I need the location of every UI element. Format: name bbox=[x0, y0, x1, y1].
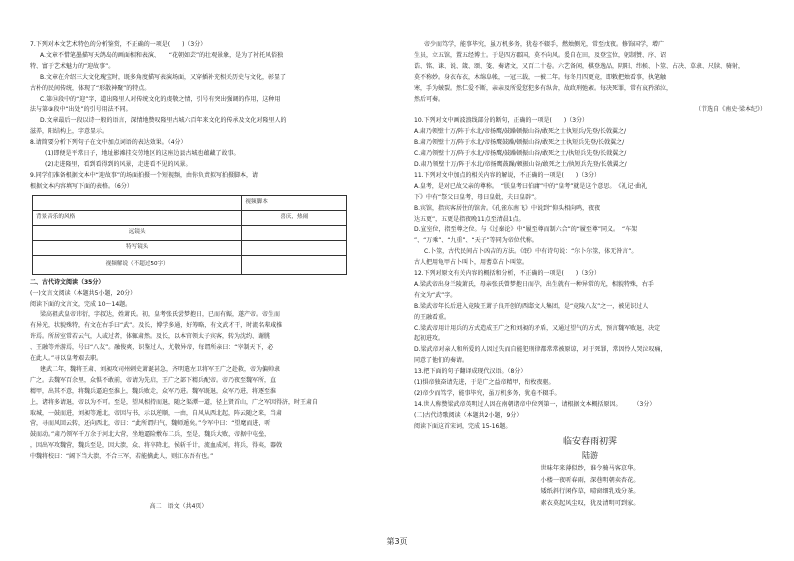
table-row-value bbox=[242, 240, 347, 255]
poem-line: 世味年来薄似纱，谁令骑马客京华。 bbox=[540, 465, 640, 473]
text-line: （节选自《南史·梁本纪》） bbox=[695, 106, 766, 114]
text-line: 7.下列对本文艺术特色的分析鉴赏，不正确的一项是( )（3分） bbox=[30, 41, 207, 48]
text-line: 中魏将校曰：“阔下当大溃，不合三军，若能擒此人，则江东吾有也。” bbox=[30, 453, 214, 461]
text-line: 寒，手为皴裂。然仁爱不断，亲亲及所爱愆犯多有纵舍，故政刑弛紊。每决死罪，常有哀矜涕泣， bbox=[414, 84, 673, 92]
table-row-label: 背景音乐的风格 bbox=[33, 210, 242, 225]
text-line: 诰、铭、诔、说、箴、颂、笺、奏诸文，又百二十卷。六艺备闲，棋登逸品，阴阳、纬候、卜筮、占决、草隶、尺牍、骑射， bbox=[414, 62, 745, 70]
text-line: 9.同学们准备根据文本中“迎故事”的场面拍摄一个短视频，由你负责拟写拍摄脚本，请 bbox=[30, 171, 258, 179]
text-line: 古人把用龟甲占卜叫卜，用蓍草占卜叫筮。 bbox=[414, 259, 529, 267]
table-row-value bbox=[242, 255, 347, 274]
text-line: 有文为“武”字。 bbox=[414, 291, 457, 299]
text-line: 起初进攻。 bbox=[414, 335, 445, 343]
text-line: ，因出军攻魏营，魏兵至是，因大溃，众、将卒降北，侯斩千计，流血成河，将兵，得夷，器戟 bbox=[30, 442, 283, 450]
table-row bbox=[33, 225, 347, 240]
text-line: 13.把下面的句子翻译成现代汉语。（8分） bbox=[414, 368, 527, 376]
text-line: 营，寻而风回云转，还向西北，帝曰：“此所谓归气，魏师遁矣。”令军中曰：“望麾而进，听 bbox=[30, 420, 271, 428]
text-line: (2)帝少而笃学，能事毕究，虽万机多务，犹卷不辍手。 bbox=[414, 390, 561, 397]
text-line: (一)文言文阅读（本题共5小题，20分） bbox=[30, 289, 137, 297]
text-line: 同意了他们的奏请。 bbox=[414, 357, 469, 365]
table-row bbox=[33, 210, 347, 225]
table-blank-header bbox=[33, 195, 242, 210]
text-line: D.文章最后一段以诗一般的语言，深情地赞叹隆里古城六百年来文化的传承及文化对隆里人的 bbox=[40, 117, 287, 125]
text-line: 的王融看重。 bbox=[414, 313, 451, 321]
text-line: 特、富于艺术魅力的“迎故事”。 bbox=[30, 62, 115, 70]
text-line: 上，诸将多请退，帝以为不可。至是，望风相持而退，随之渠潭一道，径上贤首山，广之军因得济，时王肃自 bbox=[30, 398, 319, 406]
text-line: B.文章在介绍三大文化瑰宝时，既多角度描写表演场面，又穿插补充相关历史与文化，彰显了 bbox=[40, 73, 287, 81]
text-line: 古朴的民间传统，体现了“形散神聚”的特点。 bbox=[30, 84, 151, 92]
text-line: (二)古代诗歌阅读（本题共2小题，9分） bbox=[414, 411, 523, 419]
text-line: C.梁武帝用计用兵的方式造成王广之和刘昶的矛盾，又通过望气的方式，预言魏军败退，决定 bbox=[414, 324, 661, 332]
table-row bbox=[33, 240, 347, 255]
video-script-table bbox=[32, 195, 347, 275]
right-column bbox=[414, 40, 766, 509]
text-line: D.宣室位，指至尊之位。与《过秦论》中“履至尊而制六合”的“履至尊”同义。 “车架 bbox=[414, 226, 638, 234]
poem-body bbox=[414, 463, 766, 509]
text-line: 然后可奏。 bbox=[414, 95, 445, 103]
text-line: (2)走进隆里，看到看得到的风景，走进看不见的风景。 bbox=[45, 160, 192, 168]
text-line: 12.下列对原文有关内容的概括和分析，不正确的一项是( )（3分） bbox=[414, 270, 601, 278]
text-line: (1)惧帝独奋请先进，于是广之益帝精甲，衔枚夜驱。 bbox=[414, 379, 555, 387]
text-line: D.肃乃领壁十万/阵于水北/帝扬鹰鼓躁/顿振山谷/敢死之士/执短兵先登/长戟翼之/ bbox=[414, 160, 627, 168]
table-row-value: 喜庆，热闹 bbox=[242, 210, 347, 225]
text-line: 根据文本内容填写下面的表格。（6分） bbox=[30, 182, 133, 190]
text-line: A.梁武帝出身兰陵萧氏，母亲张氏曾梦抱日而孕，出生就有一种异常的光，相貌特殊，右手 bbox=[414, 280, 654, 288]
text-line: B.梁武帝年长后进入竟陵王萧子良开创的西邸文人集团，是“竟陵八友”之一，被见识过人 bbox=[414, 302, 649, 310]
text-line: 许焉。所居室常若云气，人或过者，体辄肃然。及长，以本官领太子宾客，转为沈约、谢朓 bbox=[30, 333, 271, 341]
poem-author: 陆游 bbox=[582, 450, 598, 460]
text-line: 8.请简要分析下列句子在文中加点词语的表达效果。（4分） bbox=[30, 139, 187, 147]
poem-line: 小楼一夜听春雨，深巷明朝卖杏花。 bbox=[540, 476, 640, 484]
text-line: C.肃乃领壁十万/阵于水北/帝扬鹰/鼓躁顿振山谷/敢死之士/执短兵先登/长戟翼之/ bbox=[414, 150, 627, 158]
text-line: 梁高祖武皇帝讳衍，字叔达，姓萧氏。初，皇考张氏尝梦抱日，已而有娠，遂产帝。帝生而 bbox=[40, 311, 281, 319]
text-line: 生员，立五馆，置五经博士。于是四方郡国，莫不向风。爰自在田，及登宝位，躬制赞、序、诏 bbox=[414, 51, 667, 59]
text-line: 有异光，状貌殊特，有文在右手曰“武”。及长，博学多通，好筹略，有文武才干，时流名辈咸推 bbox=[30, 322, 283, 330]
text-line: 鼓而动。”肃乃领军千万余于河北大营，坐地逼险敷布二兵，至是，魏兵大败，帝据中屯垒， bbox=[30, 431, 271, 439]
text-line: C.第⑭段中的“迎”字，道出隆里人对传统文化的虔敬之情，引号有突出强调的作用，这种用 bbox=[40, 95, 281, 103]
text-line: 阅读下面的文言文，完成 10～14题。 bbox=[30, 300, 132, 308]
poem-line: 矮纸斜行闲作草，晴窗细乳戏分茶。 bbox=[540, 488, 640, 496]
poem-title: 临安春雨初霁 bbox=[562, 436, 617, 447]
text-line: 滋养，阳结构上，字意显示。 bbox=[30, 128, 109, 136]
text-line: 法与第⑨段中“出处”的引号用法不同。 bbox=[30, 106, 132, 114]
left-column bbox=[30, 40, 387, 463]
table-row-value bbox=[242, 225, 347, 240]
table-row-label: 特写镜头 bbox=[33, 240, 242, 255]
question-block-10-16 bbox=[414, 40, 766, 433]
page-number: 第3页 bbox=[386, 537, 408, 546]
text-line: 达五更”，五更是指夜晚11点至清晨1点。 bbox=[414, 215, 525, 223]
text-line: C.卜筮，古代民间占卜凶吉的方法。《氓》中有诗句说：“尔卜尔筮，体无咎言”。 bbox=[424, 248, 638, 256]
text-line: 10.下列对文中画波浪线部分的断句，正确的一项是( )（3分） bbox=[414, 117, 589, 125]
text-line: B.肃乃领壁十万/阵于水北/帝扬鹰鼓躁/顿振山谷/敢死之士执短兵先登/长戟翼之/ bbox=[414, 139, 625, 147]
poem-line: 素衣莫起风尘叹，犹及清明可到家。 bbox=[540, 499, 640, 507]
text-line: D.梁武帝对亲人和所爱的人因过失而自能犯刑律都常常被原谅，对于死罪，常因怜人哭泣叹痛， bbox=[414, 346, 667, 354]
text-line: A.皇考，是对已故父亲的尊称。 “朕皇考曰伯庸”中的“皇考”就是这个意思。 《礼记·曲礼 bbox=[414, 182, 648, 190]
table-header: 视频脚本 bbox=[242, 195, 347, 210]
page-footer: 高二 语文（共4页） bbox=[149, 503, 208, 510]
text-line: 阅读下面这首宋词，完成 15-16题。 bbox=[414, 422, 512, 430]
table-row bbox=[33, 255, 347, 274]
text-line: 取城，一鼓而进，刘昶等遁北，帝因与书，示以逆顺，一由，自风从西北起，阵云随之来，当肃 bbox=[30, 409, 283, 417]
text-line: 在此人。”寻以皇考艰去职。 bbox=[30, 355, 103, 363]
text-line: A.文章不惜笔墨描写天鸽岛的画面相和表演、 “花朝如芸”的壮观景象，是为了衬托风俗独 bbox=[40, 51, 284, 59]
text-line: 建武二年，魏将王肃、刘昶攻司州刺史萧诞甚急，齐明遣左卫将军王广之赴救，帝为偏帅隶 bbox=[40, 365, 281, 373]
text-line: 二、古代诗文阅读（35分） bbox=[30, 278, 105, 286]
text-line: 、王融等并游焉，号曰“八友”。融俊爽，识鉴过人，尤敬异帝，每谓所亲曰：“宰制天下，必 bbox=[30, 344, 274, 352]
table-header-row bbox=[33, 195, 347, 210]
text-line: 莫不称妙。身衣布衣，木绵阜帐，一冠三载，一被二年。每冬月四更竟，即敕把烛看事，执笔触 bbox=[414, 73, 667, 81]
question-block-7-9 bbox=[30, 40, 387, 193]
table-row-label: 视频解说（不超过50字） bbox=[33, 255, 242, 274]
text-line: 下》中有“祭父曰皇考，母曰皇妣，夫曰皇辟”。 bbox=[414, 193, 541, 201]
table-row-label: 远镜头 bbox=[33, 225, 242, 240]
text-line: A.肃乃领壁十万/阵于水北/帝扬鹰/鼓躁顿振山谷/敢死之士执短兵/先登/长戟翼之/ bbox=[414, 128, 627, 136]
text-line: 14.世人称赞梁武帝英明过人因在南朝诸帝中位列第一，请根据文本概括原因。 （3分） bbox=[414, 400, 656, 408]
text-line: 精甲，出其不意，将魏兵逼迫至淮上，魏兵败走，众军乃进。魏军既退，众军乃进，将逐至淮 bbox=[30, 387, 277, 395]
text-line: 11.下列对文中加点的相关内容的解说，不正确的一项是( )（3分） bbox=[414, 171, 601, 179]
text-line: (1)即便是平常日子，地址影滩挂交劳地区的这座边县古城也蕴藏了故事。 bbox=[45, 150, 240, 158]
text-line: ”、“万乘”、“九重”、“天子”等同为帝位代称。 bbox=[414, 237, 538, 245]
text-line: 广之。去魏军百余里，众惧不敢前，帝请为先启，王广之部下精兵配帝。帝乃夜至魏军所，直 bbox=[30, 376, 277, 384]
classical-chinese-passage bbox=[30, 278, 387, 463]
text-line: 帝少而笃学，能事毕究，虽万机多务，犹卷不辍手，燃烛侧光，常至戊夜。修饰国学，增广 bbox=[424, 41, 665, 48]
text-line: B.宾馆，指宾客居住的馆舍。《孔雀东南飞》中说到“仰头相向鸣，夜夜 bbox=[414, 204, 601, 212]
